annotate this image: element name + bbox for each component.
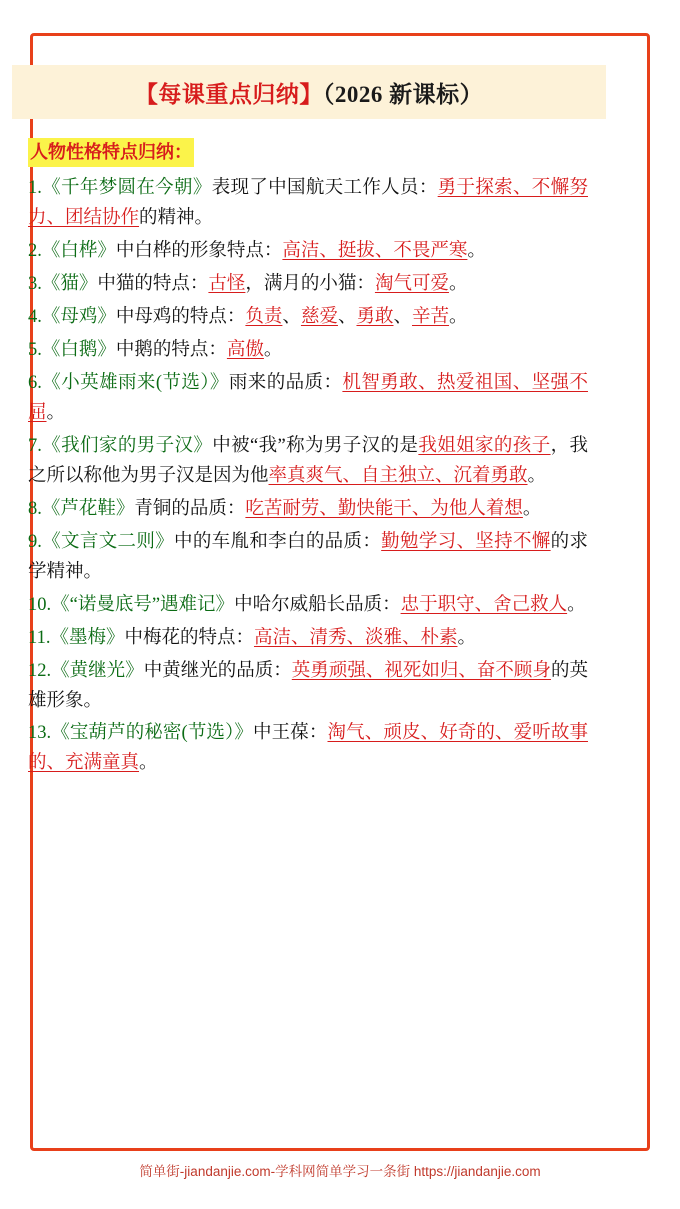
body-text: 中鹅的特点： [115, 339, 227, 360]
book-title: 《我们家的男子汉》 [41, 435, 213, 456]
document-content [28, 138, 588, 782]
body-text: 中被“我”称为男子汉的是 [212, 435, 419, 456]
highlight-text: 淘气可爱 [374, 273, 449, 294]
highlight-text: 高洁、挺拔、不畏严寒 [282, 240, 468, 261]
book-title: 《白鹅》 [41, 339, 116, 360]
page-title-paren: （2026 新课标） [322, 81, 484, 107]
body-text: 的精神。 [139, 207, 214, 228]
body-text: 中哈尔威船长品质： [234, 594, 401, 615]
body-text: 中梅花的特点： [124, 627, 254, 648]
list-item [28, 237, 588, 267]
highlight-text: 负责 [245, 306, 283, 327]
book-title: 《母鸡》 [41, 306, 116, 327]
list-item-number: 6. [28, 372, 42, 393]
body-text: 的求学精神。 [28, 531, 588, 582]
body-text: 、 [337, 306, 357, 327]
highlight-text: 率真爽气、自主独立、沉着勇敢 [268, 465, 528, 486]
book-title: 《“诺曼底号”遇难记》 [51, 594, 235, 615]
list-item [28, 719, 588, 779]
body-text: 。 [449, 306, 468, 327]
list-item-number: 2. [28, 240, 42, 261]
highlight-text: 勤勉学习、坚持不懈 [381, 531, 551, 552]
list-item-number: 11. [28, 627, 51, 648]
highlight-text: 勇于探索、不懈努力、团结协作 [28, 178, 588, 228]
list-item-number: 9. [28, 531, 42, 552]
book-title: 《小英雄雨来(节选）》 [41, 372, 229, 393]
list-item [28, 270, 588, 300]
highlight-text: 辛苦 [412, 306, 450, 327]
body-text: 雨来的品质： [228, 372, 343, 393]
list-item [28, 303, 588, 333]
highlight-text: 淘气、顽皮、好奇的、爱听故事的、充满童真 [28, 723, 588, 774]
book-title: 《墨梅》 [50, 627, 125, 648]
book-title: 《文言文二则》 [41, 531, 175, 552]
book-title: 《黄继光》 [51, 660, 144, 681]
body-text: 中白桦的形象特点： [115, 240, 283, 261]
highlight-text: 忠于职守、舍己救人 [400, 594, 568, 615]
list-item [28, 528, 588, 588]
highlight-text: 慈爱 [300, 306, 338, 327]
list-item [28, 174, 588, 234]
body-text: 。 [46, 402, 66, 423]
list-item-number: 13. [28, 723, 52, 744]
list-item [28, 591, 588, 621]
body-text: 中黄继光的品质： [143, 660, 292, 681]
item-list [28, 174, 588, 779]
body-text: 表现了中国航天工作人员： [211, 178, 438, 198]
footer-watermark: 简单街-jiandanjie.com-学科网简单学习一条街 https://jiandanjie.com [139, 1164, 541, 1179]
list-item [28, 624, 588, 654]
list-item-number: 5. [28, 339, 42, 360]
list-item-number: 3. [28, 273, 42, 294]
body-text: 。 [263, 339, 283, 360]
book-title: 《宝葫芦的秘密(节选）》 [51, 723, 254, 744]
book-title: 《白桦》 [41, 240, 116, 261]
highlight-text: 勇敢 [356, 306, 394, 327]
body-text: 。 [467, 240, 486, 261]
book-title: 《千年梦圆在今朝》 [41, 178, 212, 198]
highlight-text: 机智勇敢、热爱祖国、坚强不屈 [28, 372, 588, 423]
book-title: 《芦花鞋》 [41, 498, 135, 519]
list-item [28, 657, 588, 717]
title-banner [12, 65, 606, 119]
body-text: 、 [282, 306, 301, 327]
highlight-text: 我姐姐家的孩子 [418, 435, 551, 456]
highlight-text: 吃苦耐劳、勤快能干、为他人着想 [245, 498, 523, 519]
body-text: 。 [448, 273, 468, 294]
book-title: 《猫》 [41, 273, 98, 294]
highlight-text: 高傲 [226, 339, 264, 360]
body-text: 中母鸡的特点： [115, 306, 246, 327]
list-item [28, 495, 588, 525]
highlight-text: 高洁、清秀、淡雅、朴素 [253, 627, 458, 648]
body-text: 、 [393, 306, 412, 327]
page-title-bracket: 【每课重点归纳】 [134, 81, 323, 107]
page-title [135, 76, 483, 109]
body-text: 中的车胤和李白的品质： [174, 531, 382, 552]
list-item-number: 4. [28, 306, 42, 327]
body-text: 。 [527, 465, 547, 486]
body-text: 的英雄形象。 [28, 660, 588, 711]
body-text: 。 [567, 594, 586, 615]
body-text: 青铜的品质： [134, 498, 246, 519]
highlight-text: 英勇顽强、视死如归、奋不顾身 [291, 660, 551, 681]
section-heading: 人物性格特点归纳： [28, 138, 194, 167]
list-item-number: 7. [28, 435, 42, 456]
body-text: 。 [522, 498, 542, 519]
list-item [28, 336, 588, 366]
list-item-number: 8. [28, 498, 42, 519]
highlight-text: 古怪 [208, 273, 246, 294]
body-text: ，满月的小猫： [245, 273, 375, 294]
list-item [28, 369, 588, 429]
list-item-number: 10. [28, 594, 52, 615]
body-text: ，我之所以称他为男子汉是因为他 [28, 435, 588, 486]
list-item [28, 432, 588, 492]
list-item-number: 1. [28, 178, 42, 198]
body-text: 中猫的特点： [97, 273, 209, 294]
body-text: 中王葆： [253, 723, 328, 744]
body-text: 。 [457, 627, 477, 648]
body-text: 。 [139, 753, 158, 774]
list-item-number: 12. [28, 660, 52, 681]
